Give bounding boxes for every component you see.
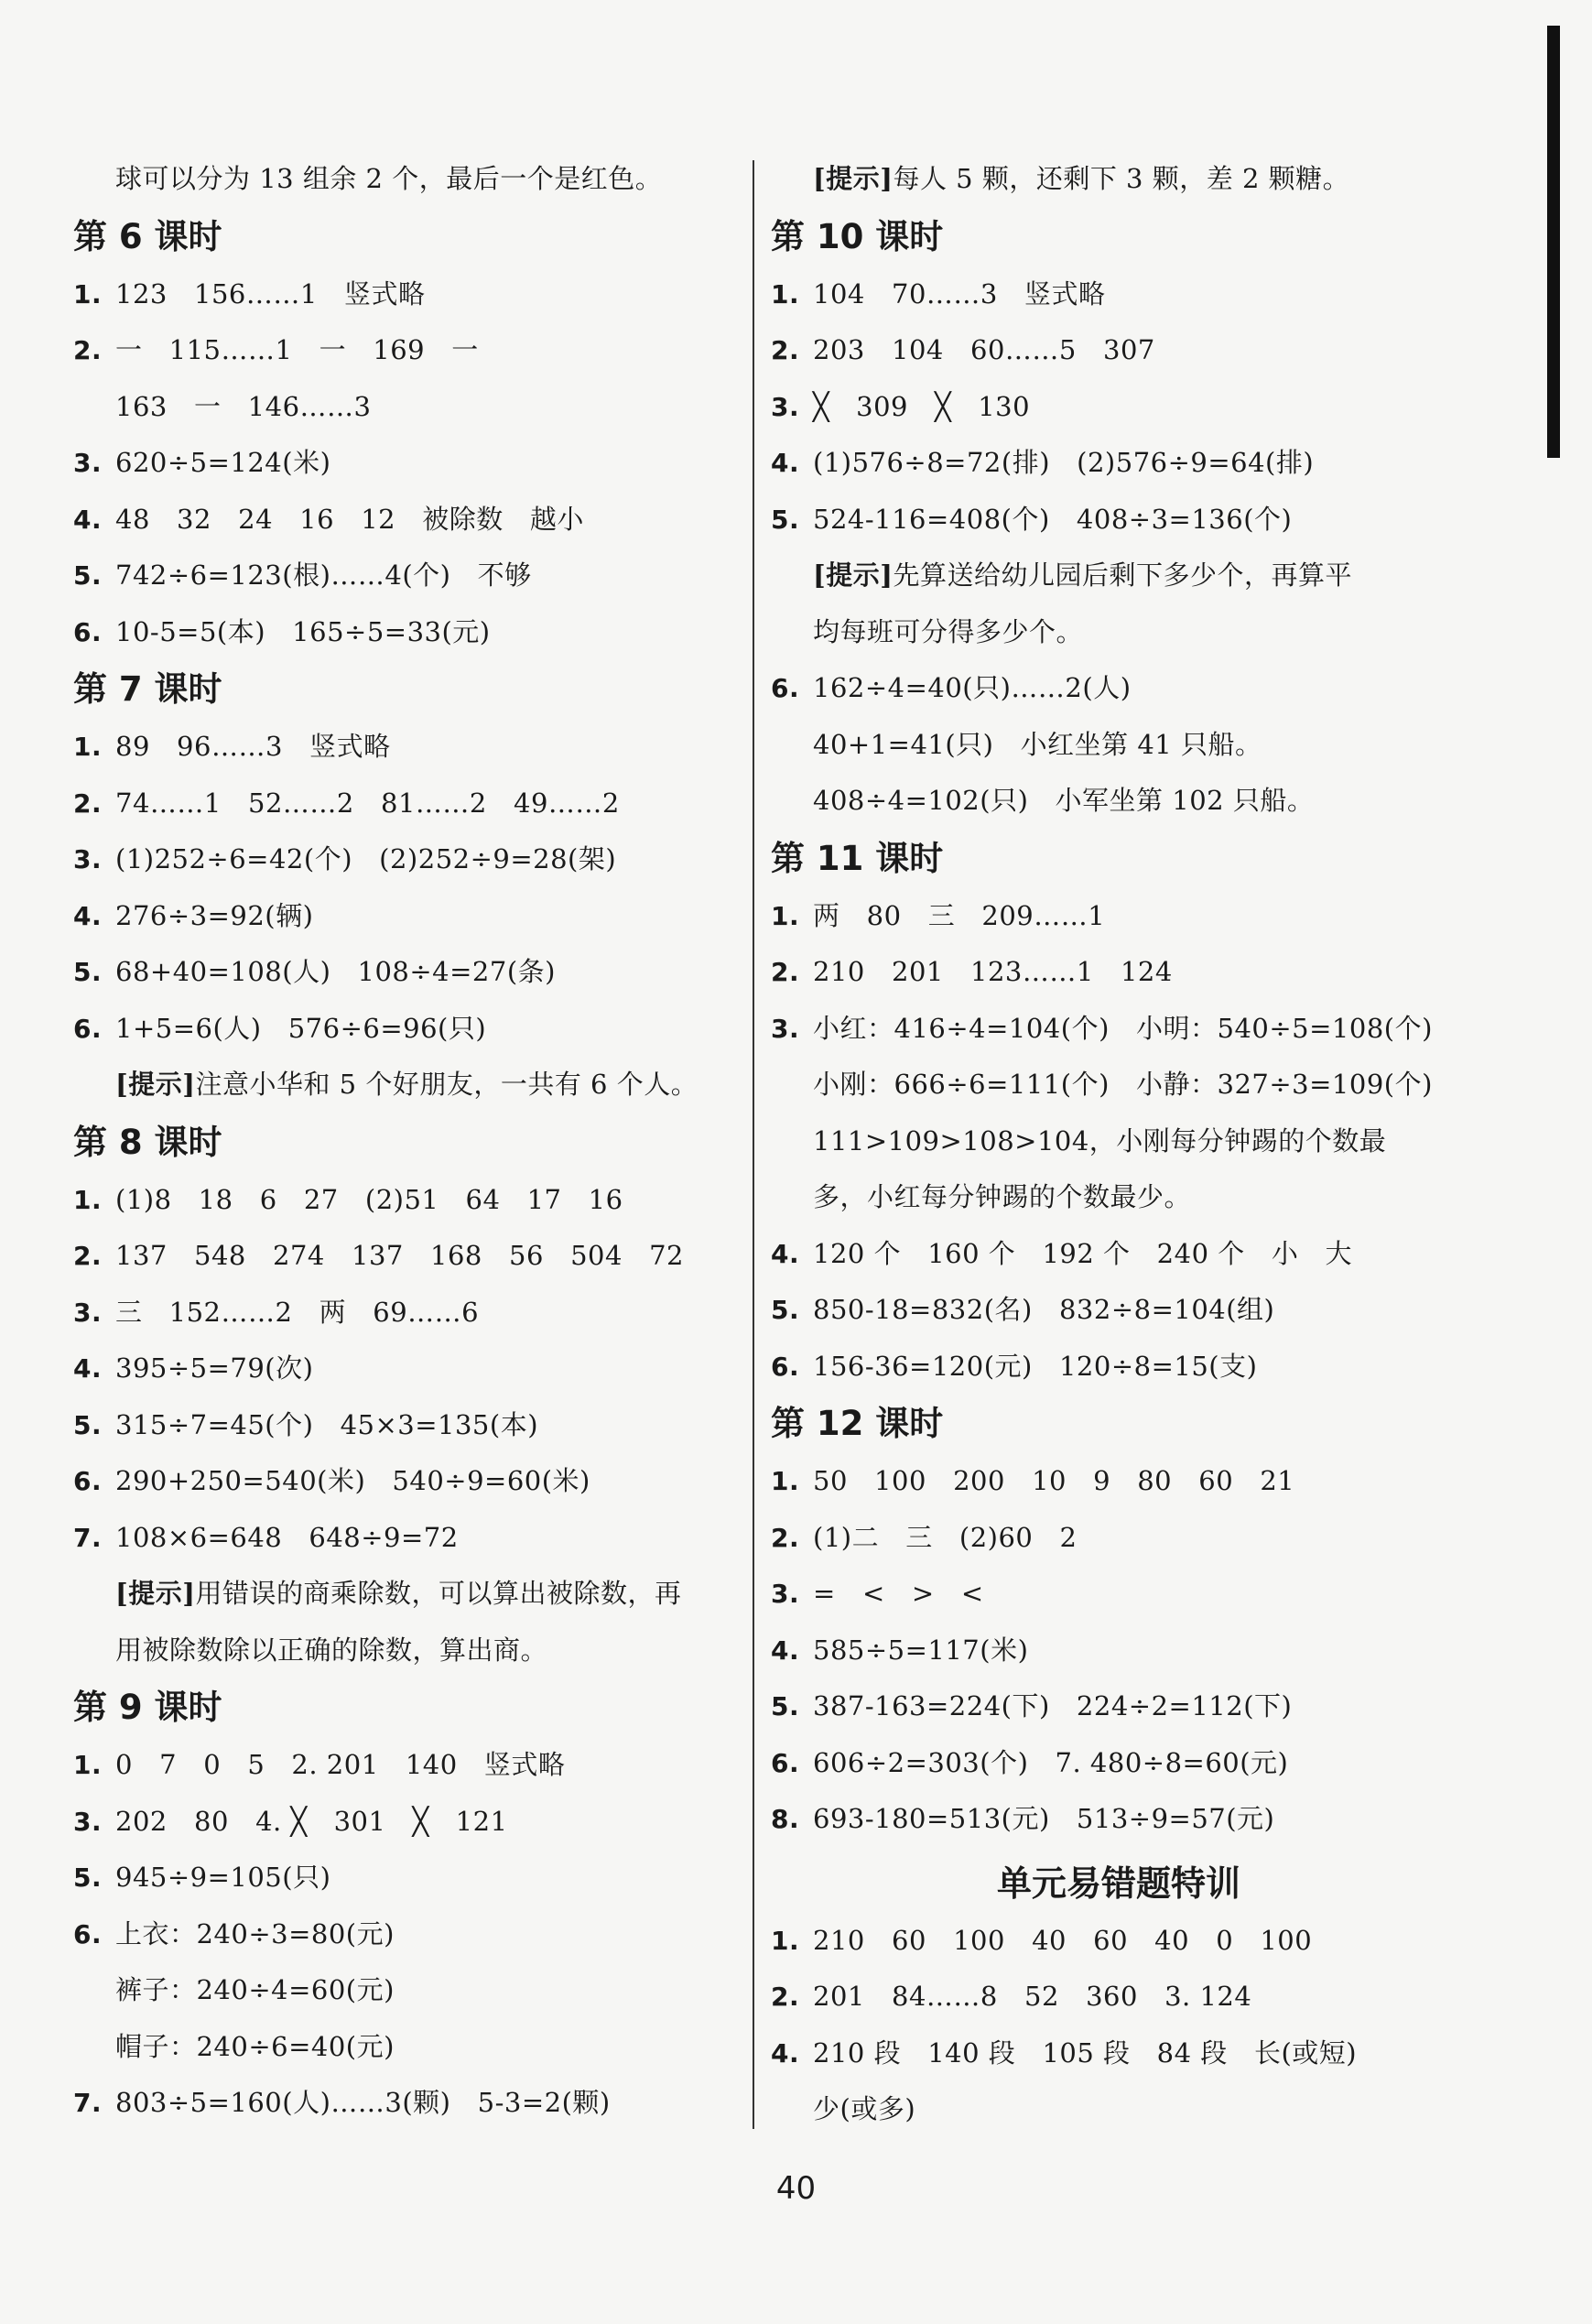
item-text: 两 80 三 209……1 xyxy=(813,899,1106,931)
item-text: 620÷5=124(米) xyxy=(115,447,331,478)
answer-item xyxy=(771,1623,1467,1679)
answer-item xyxy=(73,1453,769,1510)
item-number: 1. xyxy=(771,1466,800,1496)
item-text: 693-180=513(元) 513÷9=57(元) xyxy=(813,1803,1275,1834)
continuation-line: 球可以分为 13 组余 2 个，最后一个是红色。 xyxy=(115,163,663,194)
item-number: 6. xyxy=(73,616,103,647)
item-text: 210 201 123……1 124 xyxy=(813,956,1173,987)
continuation-line: 帽子：240÷6=40(元) xyxy=(115,2030,395,2062)
answer-item xyxy=(771,1969,1467,2025)
answer-item xyxy=(771,1339,1467,1395)
answer-item xyxy=(771,2025,1467,2082)
item-text: ╳ 309 ╳ 130 xyxy=(813,390,1031,422)
item-number: 2. xyxy=(73,335,103,365)
item-number: 3. xyxy=(73,1806,103,1837)
hint-text: 注意小华和 5 个好朋友，一共有 6 个人。 xyxy=(195,1069,699,1100)
item-number: 6. xyxy=(771,673,800,703)
continuation-line: 408÷4=102(只) 小军坐第 102 只船。 xyxy=(813,785,1315,816)
item-text: 74……1 52……2 81……2 49……2 xyxy=(115,787,620,819)
item-number: 1. xyxy=(771,278,800,310)
answer-item xyxy=(73,776,769,832)
answer-item xyxy=(771,322,1467,379)
answer-item xyxy=(771,1001,1467,1058)
item-number: 1. xyxy=(771,1925,800,1956)
hint-text: 每人 5 颗，还剩下 3 颗，差 2 颗糖。 xyxy=(893,163,1350,194)
item-number: 2. xyxy=(73,787,103,819)
item-text: (1)8 18 6 27 (2)51 64 17 16 xyxy=(115,1183,623,1215)
item-number: 7. xyxy=(73,1522,103,1553)
item-number: 3. xyxy=(771,1579,800,1609)
item-number: 5. xyxy=(73,1409,103,1440)
answer-item xyxy=(73,831,769,888)
item-text: 50 100 200 10 9 80 60 21 xyxy=(813,1465,1295,1496)
item-number: 5. xyxy=(73,560,103,591)
answer-item xyxy=(771,1913,1467,1970)
item-text: 210 60 100 40 60 40 0 100 xyxy=(813,1924,1313,1956)
answer-item xyxy=(73,1285,769,1341)
item-text: 68+40=108(人) 108÷4=27(条) xyxy=(115,956,556,987)
item-number: 6. xyxy=(771,1747,800,1778)
item-text: 387-163=224(下) 224÷2=112(下) xyxy=(813,1690,1293,1721)
hint-line xyxy=(73,1057,769,1113)
answer-item xyxy=(73,492,769,548)
item-text: 0 7 0 5 2. 201 140 竖式略 xyxy=(115,1749,566,1780)
item-number: 8. xyxy=(771,1804,800,1834)
item-text: (1)576÷8=72(排) (2)576÷9=64(排) xyxy=(813,447,1315,478)
item-number: 5. xyxy=(771,1691,800,1721)
item-text: 742÷6=123(根)……4(个) 不够 xyxy=(115,559,532,591)
item-number: 3. xyxy=(771,1013,800,1044)
item-number: 1. xyxy=(73,278,103,310)
item-number: 2. xyxy=(73,1241,103,1271)
item-text: 202 80 4. ╳ 301 ╳ 121 xyxy=(115,1805,508,1837)
continuation-line: 111>109>108>104，小刚每分钟踢的个数最 xyxy=(813,1124,1387,1157)
section-heading: 第 10 课时 xyxy=(771,216,944,256)
answer-item xyxy=(771,1226,1467,1283)
answer-item xyxy=(771,1282,1467,1339)
hint-line xyxy=(771,151,1467,208)
item-number: 2. xyxy=(771,1522,800,1553)
hint-line xyxy=(771,548,1467,604)
item-number: 5. xyxy=(73,957,103,987)
answer-item xyxy=(73,322,769,379)
section-heading: 第 12 课时 xyxy=(771,1404,944,1443)
answer-item xyxy=(771,944,1467,1001)
answer-item xyxy=(771,1510,1467,1567)
item-text: 137 548 274 137 168 56 504 72 xyxy=(115,1240,684,1271)
item-text: 三 152……2 两 69……6 xyxy=(115,1296,480,1328)
item-text: 803÷5=160(人)……3(颗) 5-3=2(颗) xyxy=(115,2087,611,2118)
answer-item xyxy=(73,266,769,323)
item-text: 120 个 160 个 192 个 240 个 小 大 xyxy=(813,1237,1353,1269)
answer-item xyxy=(73,1001,769,1058)
section-heading: 第 6 课时 xyxy=(73,216,222,256)
continuation-line: 少(或多) xyxy=(813,2093,916,2124)
answer-item xyxy=(771,492,1467,548)
continuation-line: 裤子：240÷4=60(元) xyxy=(115,1974,395,2005)
item-number: 5. xyxy=(73,1862,103,1893)
item-number: 2. xyxy=(771,957,800,987)
item-number: 3. xyxy=(771,391,800,422)
item-text: 10-5=5(本) 165÷5=33(元) xyxy=(115,615,491,647)
answer-item xyxy=(771,266,1467,323)
item-text: 524-116=408(个) 408÷3=136(个) xyxy=(813,503,1293,535)
page-number: 40 xyxy=(775,2170,817,2207)
item-number: 4. xyxy=(73,900,103,931)
item-number: 3. xyxy=(73,1297,103,1328)
hint-text: 用错误的商乘除数，可以算出被除数，再 xyxy=(195,1578,682,1609)
answer-item xyxy=(73,1906,769,1963)
item-text: (1)252÷6=42(个) (2)252÷9=28(架) xyxy=(115,843,617,874)
item-number: 1. xyxy=(73,1750,103,1780)
item-text: 276÷3=92(辆) xyxy=(115,899,314,931)
item-number: 2. xyxy=(771,335,800,365)
item-number: 5. xyxy=(771,1295,800,1325)
section-heading: 第 7 课时 xyxy=(73,669,222,709)
item-text: 108×6=648 648÷9=72 xyxy=(115,1521,459,1553)
item-text: = < > < xyxy=(813,1578,984,1609)
item-number: 1. xyxy=(771,900,800,931)
answer-item xyxy=(73,1341,769,1397)
continuation-line: 均每班可分得多少个。 xyxy=(813,615,1084,647)
answer-item xyxy=(73,888,769,945)
item-text: 315÷7=45(个) 45×3=135(本) xyxy=(115,1408,539,1440)
item-number: 6. xyxy=(73,1466,103,1496)
answer-item xyxy=(771,888,1467,945)
item-text: 290+250=540(米) 540÷9=60(米) xyxy=(115,1465,590,1496)
answer-item xyxy=(73,1510,769,1567)
hint-label: [提示] xyxy=(813,559,893,591)
hint-label: [提示] xyxy=(813,163,893,194)
hint-label: [提示] xyxy=(115,1069,196,1100)
continuation-line: 小刚：666÷6=111(个) 小静：327÷3=109(个) xyxy=(813,1069,1433,1100)
item-text: 小红：416÷4=104(个) 小明：540÷5=108(个) xyxy=(813,1012,1433,1044)
item-number: 2. xyxy=(771,1982,800,2012)
item-number: 4. xyxy=(771,448,800,478)
item-text: 48 32 24 16 12 被除数 越小 xyxy=(115,503,584,535)
item-number: 6. xyxy=(73,1918,103,1949)
answer-item xyxy=(771,1678,1467,1735)
answer-item xyxy=(73,2075,769,2132)
item-text: 945÷9=105(只) xyxy=(115,1862,331,1893)
left-column xyxy=(73,151,769,2132)
item-text: 1+5=6(人) 576÷6=96(只) xyxy=(115,1012,487,1044)
answer-item xyxy=(771,1453,1467,1510)
item-text: 395÷5=79(次) xyxy=(115,1352,314,1384)
item-number: 1. xyxy=(73,1184,103,1215)
answer-item xyxy=(73,1228,769,1285)
item-number: 5. xyxy=(771,504,800,535)
answer-item xyxy=(73,719,769,776)
item-number: 6. xyxy=(771,1351,800,1382)
answer-item xyxy=(73,944,769,1001)
answer-item xyxy=(73,1850,769,1906)
continuation-line: 163 一 146……3 xyxy=(115,390,372,422)
item-text: 210 段 140 段 105 段 84 段 长(或短) xyxy=(813,2036,1358,2069)
item-text: 585÷5=117(米) xyxy=(813,1634,1029,1666)
item-text: 一 115……1 一 169 一 xyxy=(115,334,479,365)
answer-item xyxy=(771,435,1467,492)
section-heading: 单元易错题特训 xyxy=(996,1862,1240,1904)
answer-item xyxy=(73,604,769,661)
answer-item xyxy=(771,660,1467,717)
item-text: 606÷2=303(个) 7. 480÷8=60(元) xyxy=(813,1746,1289,1778)
hint-text: 先算送给幼儿园后剩下多少个，再算平 xyxy=(893,559,1352,591)
answer-item xyxy=(73,548,769,604)
item-number: 4. xyxy=(73,1353,103,1384)
item-number: 4. xyxy=(771,2037,800,2069)
answer-item xyxy=(73,435,769,492)
item-number: 4. xyxy=(771,1238,800,1269)
item-text: 162÷4=40(只)……2(人) xyxy=(813,672,1132,703)
item-text: 850-18=832(名) 832÷8=104(组) xyxy=(813,1294,1275,1325)
continuation-line: 多，小红每分钟踢的个数最少。 xyxy=(813,1181,1192,1212)
item-number: 4. xyxy=(73,504,103,535)
item-number: 6. xyxy=(73,1013,103,1044)
answer-item xyxy=(73,1794,769,1851)
answer-item xyxy=(73,1397,769,1454)
item-text: 104 70……3 竖式略 xyxy=(813,277,1106,310)
item-text: 123 156……1 竖式略 xyxy=(115,277,426,310)
hint-line xyxy=(73,1566,769,1623)
answer-item xyxy=(73,1172,769,1229)
answer-item xyxy=(771,1566,1467,1623)
answer-item xyxy=(771,1791,1467,1848)
item-number: 1. xyxy=(73,732,103,762)
right-column xyxy=(771,151,1467,2138)
continuation-line: 40+1=41(只) 小红坐第 41 只船。 xyxy=(813,728,1262,760)
section-heading: 第 8 课时 xyxy=(73,1122,222,1162)
item-text: 156-36=120(元) 120÷8=15(支) xyxy=(813,1350,1258,1382)
item-text: 上衣：240÷3=80(元) xyxy=(115,1917,395,1949)
answer-item xyxy=(771,1735,1467,1792)
item-number: 7. xyxy=(73,2088,103,2118)
continuation-line: 用被除数除以正确的除数，算出商。 xyxy=(115,1634,548,1666)
item-number: 3. xyxy=(73,448,103,478)
answer-item xyxy=(771,379,1467,436)
item-text: (1)二 三 (2)60 2 xyxy=(813,1521,1078,1553)
item-number: 4. xyxy=(771,1634,800,1666)
item-text: 201 84……8 52 360 3. 124 xyxy=(813,1981,1252,2012)
section-heading: 第 9 课时 xyxy=(73,1688,222,1727)
answer-item xyxy=(73,1737,769,1794)
hint-label: [提示] xyxy=(115,1578,196,1609)
item-text: 89 96……3 竖式略 xyxy=(115,731,391,762)
section-heading: 第 11 课时 xyxy=(771,838,944,878)
edge-bar xyxy=(1547,26,1560,458)
item-number: 3. xyxy=(73,844,103,874)
item-text: 203 104 60……5 307 xyxy=(813,334,1155,365)
